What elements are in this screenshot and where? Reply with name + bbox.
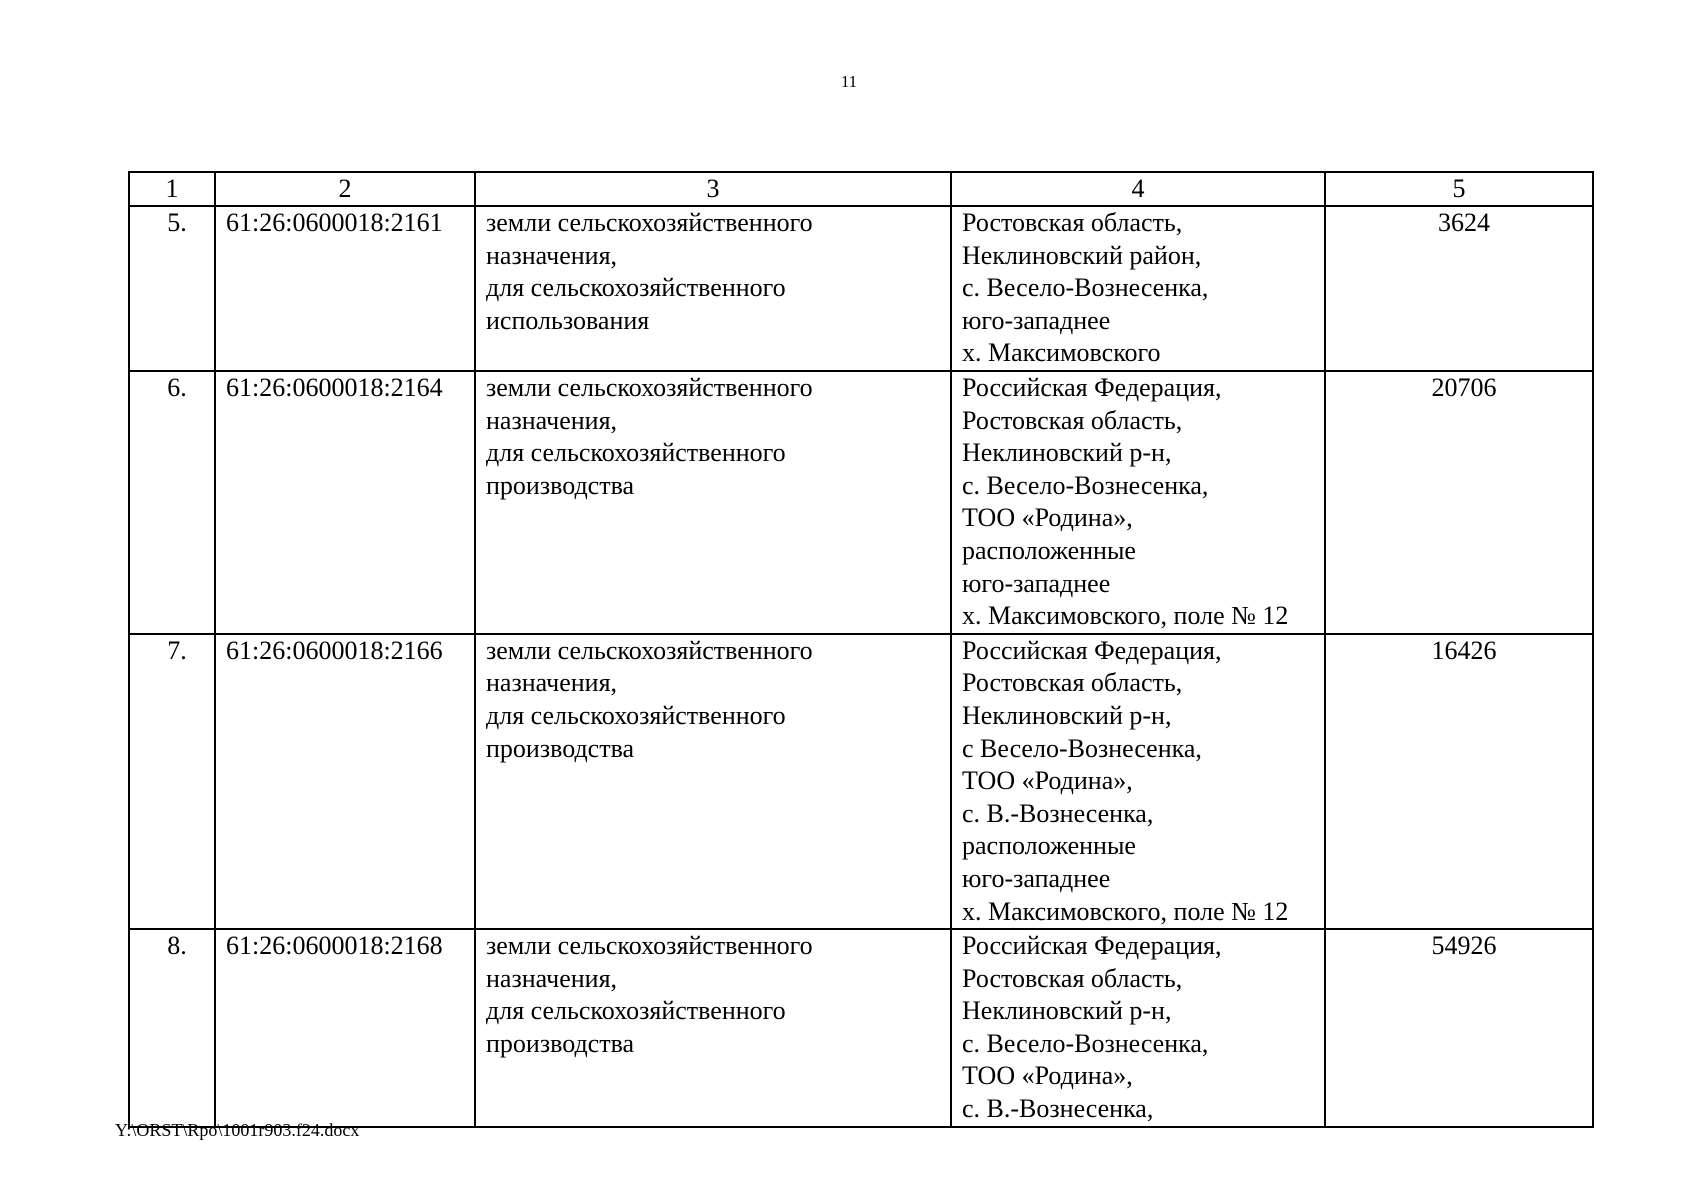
- land-category-line: использования: [486, 305, 650, 335]
- address-cell: [951, 929, 1325, 1127]
- table-row: [129, 929, 1593, 1127]
- table-header-row: [129, 172, 1593, 206]
- column-header: 1: [129, 172, 215, 206]
- row-number-cell: 5.: [129, 206, 215, 371]
- land-category-line: производства: [486, 1028, 635, 1058]
- land-category-line: назначения,: [486, 668, 618, 698]
- column-header: 5: [1325, 172, 1593, 206]
- address-line: расположенные: [962, 831, 1136, 861]
- area-cell: 16426: [1325, 634, 1593, 929]
- address-line: Неклиновский р-н,: [962, 700, 1172, 730]
- land-category-cell: [475, 206, 951, 371]
- address-line: с. Весело-Вознесенка,: [962, 470, 1209, 500]
- address-line: ТОО «Родина»,: [962, 503, 1133, 533]
- table-row: [129, 371, 1593, 634]
- address-line: Неклиновский район,: [962, 240, 1202, 270]
- land-category-line: земли сельскохозяйственного: [486, 373, 813, 402]
- address-line: Неклиновский р-н,: [962, 438, 1172, 468]
- land-category-line: для сельскохозяйственного: [486, 996, 786, 1026]
- land-category-line: назначения,: [486, 963, 618, 993]
- land-plots-table: [128, 171, 1594, 1128]
- row-number-cell: 7.: [129, 634, 215, 929]
- address-line: Неклиновский р-н,: [962, 996, 1172, 1026]
- land-category-line: назначения,: [486, 240, 618, 270]
- address-line: х. Максимовского: [962, 338, 1161, 368]
- address-line: с. В.-Вознесенка,: [962, 798, 1154, 828]
- column-header: 3: [475, 172, 951, 206]
- address-line: Российская Федерация,: [962, 635, 1222, 665]
- land-category-cell: [475, 371, 951, 634]
- address-line: ТОО «Родина»,: [962, 766, 1133, 796]
- address-cell: [951, 371, 1325, 634]
- address-line: юго-западнее: [962, 305, 1111, 335]
- land-category-line: для сельскохозяйственного: [486, 273, 786, 303]
- land-category-cell: [475, 634, 951, 929]
- row-number-cell: 8.: [129, 929, 215, 1127]
- column-header: 4: [951, 172, 1325, 206]
- land-category-line: земли сельскохозяйственного: [486, 931, 813, 961]
- address-line: с. Весело-Вознесенка,: [962, 1028, 1209, 1058]
- row-number-cell: 6.: [129, 371, 215, 634]
- address-line: расположенные: [962, 535, 1136, 565]
- address-line: Российская Федерация,: [962, 931, 1222, 961]
- table-row: [129, 634, 1593, 929]
- area-cell: 3624: [1325, 206, 1593, 371]
- land-category-cell: [475, 929, 951, 1127]
- address-cell: [951, 206, 1325, 371]
- land-category-line: производства: [486, 733, 635, 763]
- address-line: Ростовская область,: [962, 963, 1183, 993]
- document-file-path: Y:\ORST\Rpo\1001r903.f24.docx: [115, 1120, 360, 1140]
- cadastral-number-cell: 61:26:0600018:2168: [215, 929, 475, 1127]
- address-line: х. Максимовского, поле № 12: [962, 601, 1289, 631]
- address-line: Ростовская область,: [962, 405, 1183, 435]
- land-category-line: назначения,: [486, 405, 618, 435]
- land-category-line: земли сельскохозяйственного: [486, 635, 813, 665]
- address-line: Ростовская область,: [962, 668, 1183, 698]
- page-number: 11: [840, 72, 858, 91]
- address-line: х. Максимовского, поле № 12: [962, 896, 1289, 926]
- column-header: 2: [215, 172, 475, 206]
- address-line: с. В.-Вознесенка,: [962, 1094, 1154, 1124]
- address-line: с Весело-Вознесенка,: [962, 733, 1202, 763]
- land-category-line: производства: [486, 470, 635, 500]
- area-cell: 20706: [1325, 371, 1593, 634]
- address-line: юго-западнее: [962, 863, 1111, 893]
- land-category-line: земли сельскохозяйственного: [486, 208, 813, 237]
- land-category-line: для сельскохозяйственного: [486, 438, 786, 468]
- address-line: юго-западнее: [962, 568, 1111, 598]
- address-cell: [951, 634, 1325, 929]
- land-category-line: для сельскохозяйственного: [486, 700, 786, 730]
- cadastral-number-cell: 61:26:0600018:2164: [215, 371, 475, 634]
- cadastral-number-cell: 61:26:0600018:2161: [215, 206, 475, 371]
- cadastral-number-cell: 61:26:0600018:2166: [215, 634, 475, 929]
- address-line: с. Весело-Вознесенка,: [962, 273, 1209, 303]
- address-line: Ростовская область,: [962, 208, 1183, 237]
- address-line: Российская Федерация,: [962, 373, 1222, 402]
- address-line: ТОО «Родина»,: [962, 1061, 1133, 1091]
- table-row: [129, 206, 1593, 371]
- area-cell: 54926: [1325, 929, 1593, 1127]
